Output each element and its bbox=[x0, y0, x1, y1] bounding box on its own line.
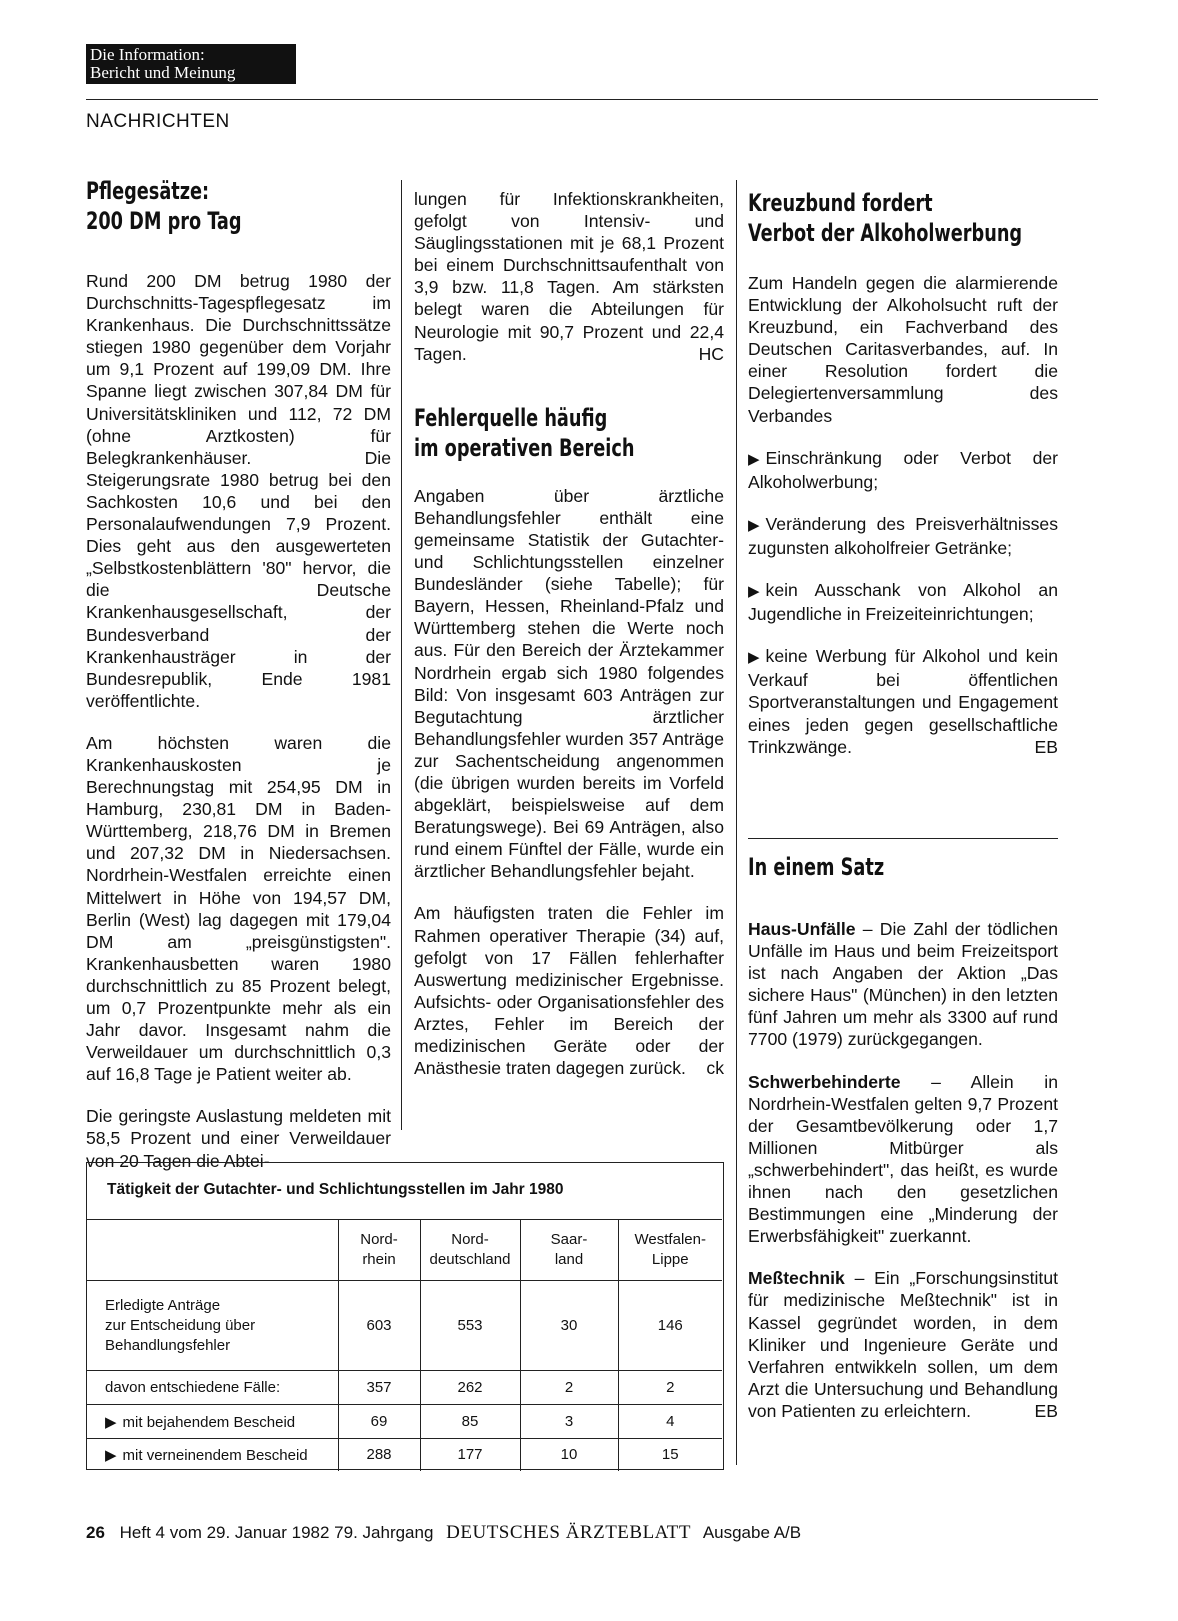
footer-edition: Ausgabe A/B bbox=[702, 1523, 802, 1542]
masthead-line1: Die Information: bbox=[90, 45, 205, 64]
table-row-label: Erledigte Anträge zur Entscheidung über Behandlungsfehler bbox=[87, 1281, 338, 1371]
table-row-label: ▶ mit bejahendem Bescheid bbox=[87, 1405, 338, 1439]
article1-paragraph-3b: lungen für Infektionskrankheiten, gefolgt von Intensiv- und Säuglingsstationen mit je 68,1 Prozent bei einem Durchschnittsaufenthalt von 3,9 bzw. 11,8 Tagen. Am stärksten belegt waren die Abteilungen für Neurologie mit 90,7 Prozent und 22,4 Tagen. HC bbox=[414, 189, 724, 364]
article3-bullet-1: ▶ Einschränkung oder Verbot der Alkoholwerbung; bbox=[748, 447, 1058, 492]
footer-publication: DEUTSCHES ÄRZTEBLATT bbox=[446, 1522, 692, 1543]
table-cell: 2 bbox=[618, 1371, 722, 1405]
article3-signature: EB bbox=[1034, 736, 1058, 757]
page-footer bbox=[86, 1522, 801, 1544]
article3-bullet-2: ▶ Veränderung des Preisverhältnisses zugunsten alkoholfreier Getränke; bbox=[748, 513, 1058, 558]
article3-bullet-3: ▶ kein Ausschank von Alkohol an Jugendliche in Freizeiteinrichtungen; bbox=[748, 580, 1058, 625]
table-header-cell: Nord- rhein bbox=[338, 1220, 420, 1281]
article2-signature: ck bbox=[706, 1058, 724, 1079]
table-cell: 3 bbox=[520, 1405, 618, 1439]
table-cell: 10 bbox=[520, 1439, 618, 1471]
triangle-bullet-icon: ▶ bbox=[105, 1446, 117, 1464]
header-rule bbox=[86, 99, 1098, 100]
triangle-bullet-icon: ▶ bbox=[748, 450, 760, 468]
article4-item-2: Schwerbehinderte – Allein in Nordrhein-Westfalen gelten 9,7 Prozent der Gesamtbevölkerung oder 1,7 Millionen Mitbürger als „schwerbehindert", das heißt, es wurde ihnen nach den gesetzlichen Bestimmungen eine „Minderung der Erwerbsfähigkeit" zuerkannt. bbox=[748, 1071, 1058, 1247]
triangle-bullet-icon: ▶ bbox=[748, 649, 760, 667]
article4-signature: EB bbox=[1034, 1400, 1058, 1421]
section-label: NACHRICHTEN bbox=[86, 111, 230, 132]
table-cell: 85 bbox=[420, 1405, 520, 1439]
article2-paragraph-1: Angaben über ärztliche Behandlungsfehler enthält eine gemeinsame Statistik der Gutachter- und Schlichtungsstellen einzelner Bundesländer (siehe Tabelle); für Bayern, Hessen, Rheinland-Pfalz und Württemberg stehen die Werte noch aus. Für den Bereich der Ärztekammer Nordrhein ergab sich 1980 folgendes Bild: Von insgesamt 603 Anträgen zur Begutachtung ärztlicher Behandlungsfehler wurden 357 Anträge zur Sachentscheidung angenommen (die übrigen wurden bereits im Vorfeld abgeklärt, beispielsweise auf dem Beratungswege). Bei 69 Anträgen, also rund einem Fünftel der Fälle, wurde ein ärztlicher Behandlungsfehler bejaht. bbox=[414, 485, 724, 882]
table-row bbox=[87, 1281, 722, 1371]
article-kreuzbund bbox=[748, 188, 1058, 778]
article2-paragraph-2: Am häufigsten traten die Fehler im Rahmen operativer Therapie (34) auf, gefolgt von 17 Fällen fehlerhafter Auswertung medizinischer Ergebnisse. Aufsichts- oder Organisationsfehler des Arztes, Fehler im Bereich der medizinischen Geräte oder der Anästhesie traten dagegen zurück. ck bbox=[414, 903, 724, 1079]
statistics-table bbox=[86, 1162, 724, 1470]
table-row-label: davon entschiedene Fälle: bbox=[87, 1371, 338, 1405]
article1-paragraph-2: Am höchsten waren die Krankenhauskosten je Berechnungstag mit 254,95 DM in Hamburg, 230,81 DM in Baden-Württemberg, 218,76 DM in Bremen und 207,32 DM in Niedersachsen. Nordrhein-Westfalen erreichte einen Mittelwert in Höhe von 194,57 DM, Berlin (West) lag dagegen mit 179,04 DM am „preisgünstigsten". Krankenhausbetten waren 1980 durchschnittlich zu 85 Prozent belegt, um 0,7 Prozentpunkte mehr als ein Jahr davor. Insgesamt nahm die Verweildauer um durchschnittlich 0,3 auf 16,8 Tage je Patient weiter ab. bbox=[86, 732, 391, 1085]
table-row bbox=[87, 1405, 722, 1439]
article1-paragraph-1: Rund 200 DM betrug 1980 der Durchschnitts-Tagespflegesatz im Krankenhaus. Die Durchschnittssätze stiegen 1980 gegenüber dem Vorjahr um 9,1 Prozent auf 199,09 DM. Ihre Spanne liegt zwischen 307,84 DM für Universitätskliniken und 112, 72 DM (ohne Arztkosten) für Belegkrankenhäuser. Die Steigerungsrate 1980 betrug bei den Sachkosten 10,6 und bei den Personalaufwendungen 7,9 Prozent. Dies geht aus den ausgewerteten „Selbstkostenblättern '80" hervor, die die Deutsche Krankenhausgesellschaft, der Bundesverband der Krankenhausträger in der Bundesrepublik, Ende 1981 veröffentlichte. bbox=[86, 271, 391, 711]
triangle-bullet-icon: ▶ bbox=[748, 516, 760, 534]
table-cell: 4 bbox=[618, 1405, 722, 1439]
article-pflegesaetze bbox=[86, 176, 391, 1192]
article2-title-line1: Fehlerquelle häufig bbox=[414, 403, 608, 432]
table-cell: 30 bbox=[520, 1281, 618, 1371]
article4-title: In einem Satz bbox=[748, 853, 885, 881]
article3-intro: Zum Handeln gegen die alarmierende Entwicklung der Alkoholsucht ruft der Kreuzbund, ein Fachverband des Deutschen Caritasverbandes, auf. In einer Resolution fordert die Delegiertenversammlung des Verbandes bbox=[748, 273, 1058, 426]
article3-title-line1: Kreuzbund fordert bbox=[748, 189, 933, 217]
table-header-row bbox=[87, 1220, 722, 1281]
masthead bbox=[86, 44, 296, 84]
article-in-einem-satz bbox=[748, 852, 1058, 1442]
table-header-cell: Westfalen- Lippe bbox=[618, 1220, 722, 1281]
table-cell: 177 bbox=[420, 1439, 520, 1471]
article1-title-line2: 200 DM pro Tag bbox=[86, 207, 242, 235]
table-header-empty bbox=[87, 1220, 338, 1281]
table-cell: 288 bbox=[338, 1439, 420, 1471]
table-cell: 553 bbox=[420, 1281, 520, 1371]
article-column-2 bbox=[414, 188, 724, 1099]
table-cell: 357 bbox=[338, 1371, 420, 1405]
article3-title-line2: Verbot der Alkoholwerbung bbox=[748, 219, 1023, 247]
table-title: Tätigkeit der Gutachter- und Schlichtungsstellen im Jahr 1980 bbox=[107, 1181, 564, 1198]
article1-paragraph-3a: Die geringste Auslastung meldeten mit 58,5 Prozent und einer Verweildauer von 20 Tagen die Abtei- bbox=[86, 1106, 391, 1171]
table-row-label: ▶ mit verneinendem Bescheid bbox=[87, 1439, 338, 1471]
table-header-cell: Saar- land bbox=[520, 1220, 618, 1281]
column-divider-1 bbox=[401, 180, 402, 1130]
article4-item-3: Meßtechnik – Ein „Forschungsinstitut für medizinische Meßtechnik" ist in Kassel gegründet worden, in dem Kliniker und Ingenieure Geräte und Verfahren entwikkeln sollen, um dem Arzt die Untersuchung und Behandlung von Patienten zu erleichtern. EB bbox=[748, 1268, 1058, 1421]
table-row bbox=[87, 1439, 722, 1471]
article1-signature: HC bbox=[698, 343, 724, 364]
masthead-line2: Bericht und Meinung bbox=[90, 63, 236, 82]
article2-title-line2: im operativen Bereich bbox=[414, 433, 635, 462]
table-header-cell: Nord- deutschland bbox=[420, 1220, 520, 1281]
article3-bullet-4: ▶ keine Werbung für Alkohol und kein Verkauf bei öffentlichen Sportveranstaltungen und Engagement eines jeden gegen gesellschaftliche Trinkzwänge. EB bbox=[748, 646, 1058, 757]
table-cell: 2 bbox=[520, 1371, 618, 1405]
article4-item-1: Haus-Unfälle – Die Zahl der tödlichen Unfälle im Haus und beim Freizeitsport ist nach Angaben der Aktion „Das sichere Haus" (München) in den letzten fünf Jahren um mehr als 3300 auf rund 7700 (1979) zurückgegangen. bbox=[748, 919, 1058, 1050]
table-row bbox=[87, 1371, 722, 1405]
article1-title-line1: Pflegesätze: bbox=[86, 177, 210, 205]
article4-top-rule bbox=[748, 838, 1058, 839]
table-cell: 603 bbox=[338, 1281, 420, 1371]
table-cell: 262 bbox=[420, 1371, 520, 1405]
triangle-bullet-icon: ▶ bbox=[748, 583, 760, 601]
table-cell: 69 bbox=[338, 1405, 420, 1439]
triangle-bullet-icon: ▶ bbox=[105, 1413, 117, 1431]
page-number: 26 bbox=[86, 1523, 105, 1542]
table-cell: 15 bbox=[618, 1439, 722, 1471]
footer-issue: Heft 4 vom 29. Januar 1982 79. Jahrgang bbox=[119, 1523, 434, 1542]
column-divider-2 bbox=[736, 180, 737, 1465]
table-cell: 146 bbox=[618, 1281, 722, 1371]
